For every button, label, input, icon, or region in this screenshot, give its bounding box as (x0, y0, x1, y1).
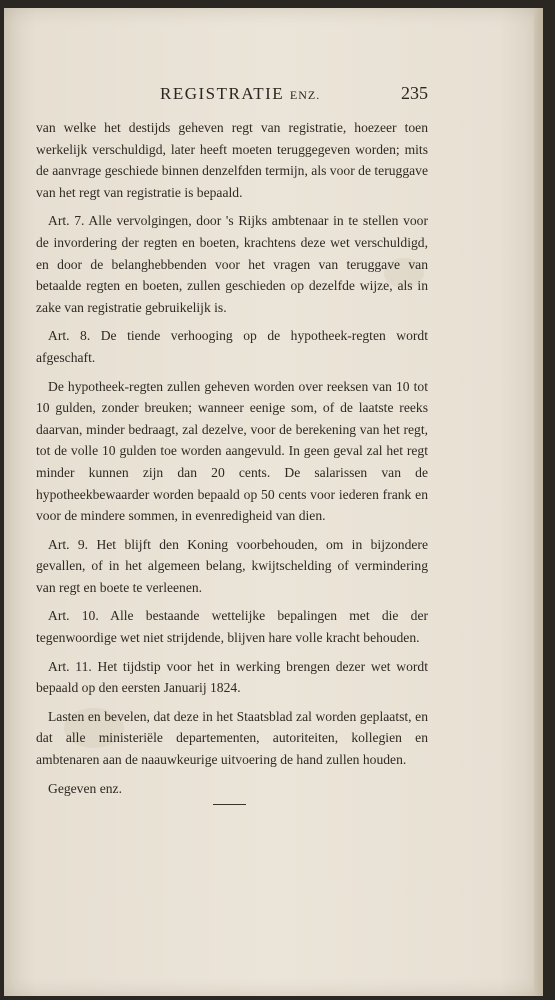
paragraph-art-11: Art. 11. Het tijdstip voor het in werking brengen dezer wet wordt bepaald op den eersten Januarij 1824. (36, 658, 428, 696)
paragraph-continuation: van welke het destijds geheven regt van registratie, hoezeer toen werkelijk verschuldigd, later heeft moeten teruggegeven worden; mits de aanvrage geschiede binnen denzelfden termijn, als voor de teruggave van het regt van registratie is bepaald. (36, 120, 428, 200)
page-number: 235 (401, 83, 428, 103)
running-head-main: REGISTRATIE (160, 84, 285, 103)
running-head-suffix: ENZ. (289, 88, 321, 102)
running-head-title (160, 84, 320, 104)
page-edge (534, 8, 543, 996)
paragraph-art-7: Art. 7. Alle vervolgingen, door 's Rijks ambtenaar in te stellen voor de invordering der regten en boeten, krachtens deze wet verschuldigd, en door de belanghebbenden voor het vragen van teruggave van betaalde regten en boeten, zullen geschieden op dezelfde wijze, als in zake van registratie gebruikelijk is. (36, 213, 428, 315)
body-text (36, 117, 428, 806)
running-head (36, 84, 428, 108)
paragraph-gegeven: Gegeven enz. (48, 780, 122, 796)
closing-rule (213, 804, 246, 805)
paragraph-lasten-en-bevelen: Lasten en bevelen, dat deze in het Staatsblad zal worden geplaatst, en dat alle ministeriële departementen, autoriteiten, kollegien en ambtenaren aan de naauwkeurige uitvoering de hand zullen houden. (36, 708, 428, 768)
paragraph-hypotheek-regten: De hypotheek-regten zullen geheven worden over reeksen van 10 tot 10 gulden, zonder breuken; wanneer eenige som, of de laatste reeks daarvan, minder bedraagt, zal dezelve, voor de berekening van het regt, tot de volle 10 gulden toe worden aangevuld. In geen geval zal het regt minder kunnen zijn dan 20 cents. De salarissen van de hypotheekbewaarder worden bepaald op 50 cents voor iederen frank en voor de mindere sommen, in evenredigheid van dien. (36, 378, 428, 524)
paragraph-art-9: Art. 9. Het blijft den Koning voorbehouden, om in bijzondere gevallen, of in het algemeen belang, kwijtschelding of vermindering van regt en boete te verleenen. (36, 536, 428, 595)
paragraph-art-10: Art. 10. Alle bestaande wettelijke bepalingen met die der tegenwoordige wet niet strijdende, blijven hare volle kracht behouden. (36, 608, 428, 646)
paragraph-art-8: Art. 8. De tiende verhooging op de hypotheek-regten wordt afgeschaft. (36, 328, 428, 365)
